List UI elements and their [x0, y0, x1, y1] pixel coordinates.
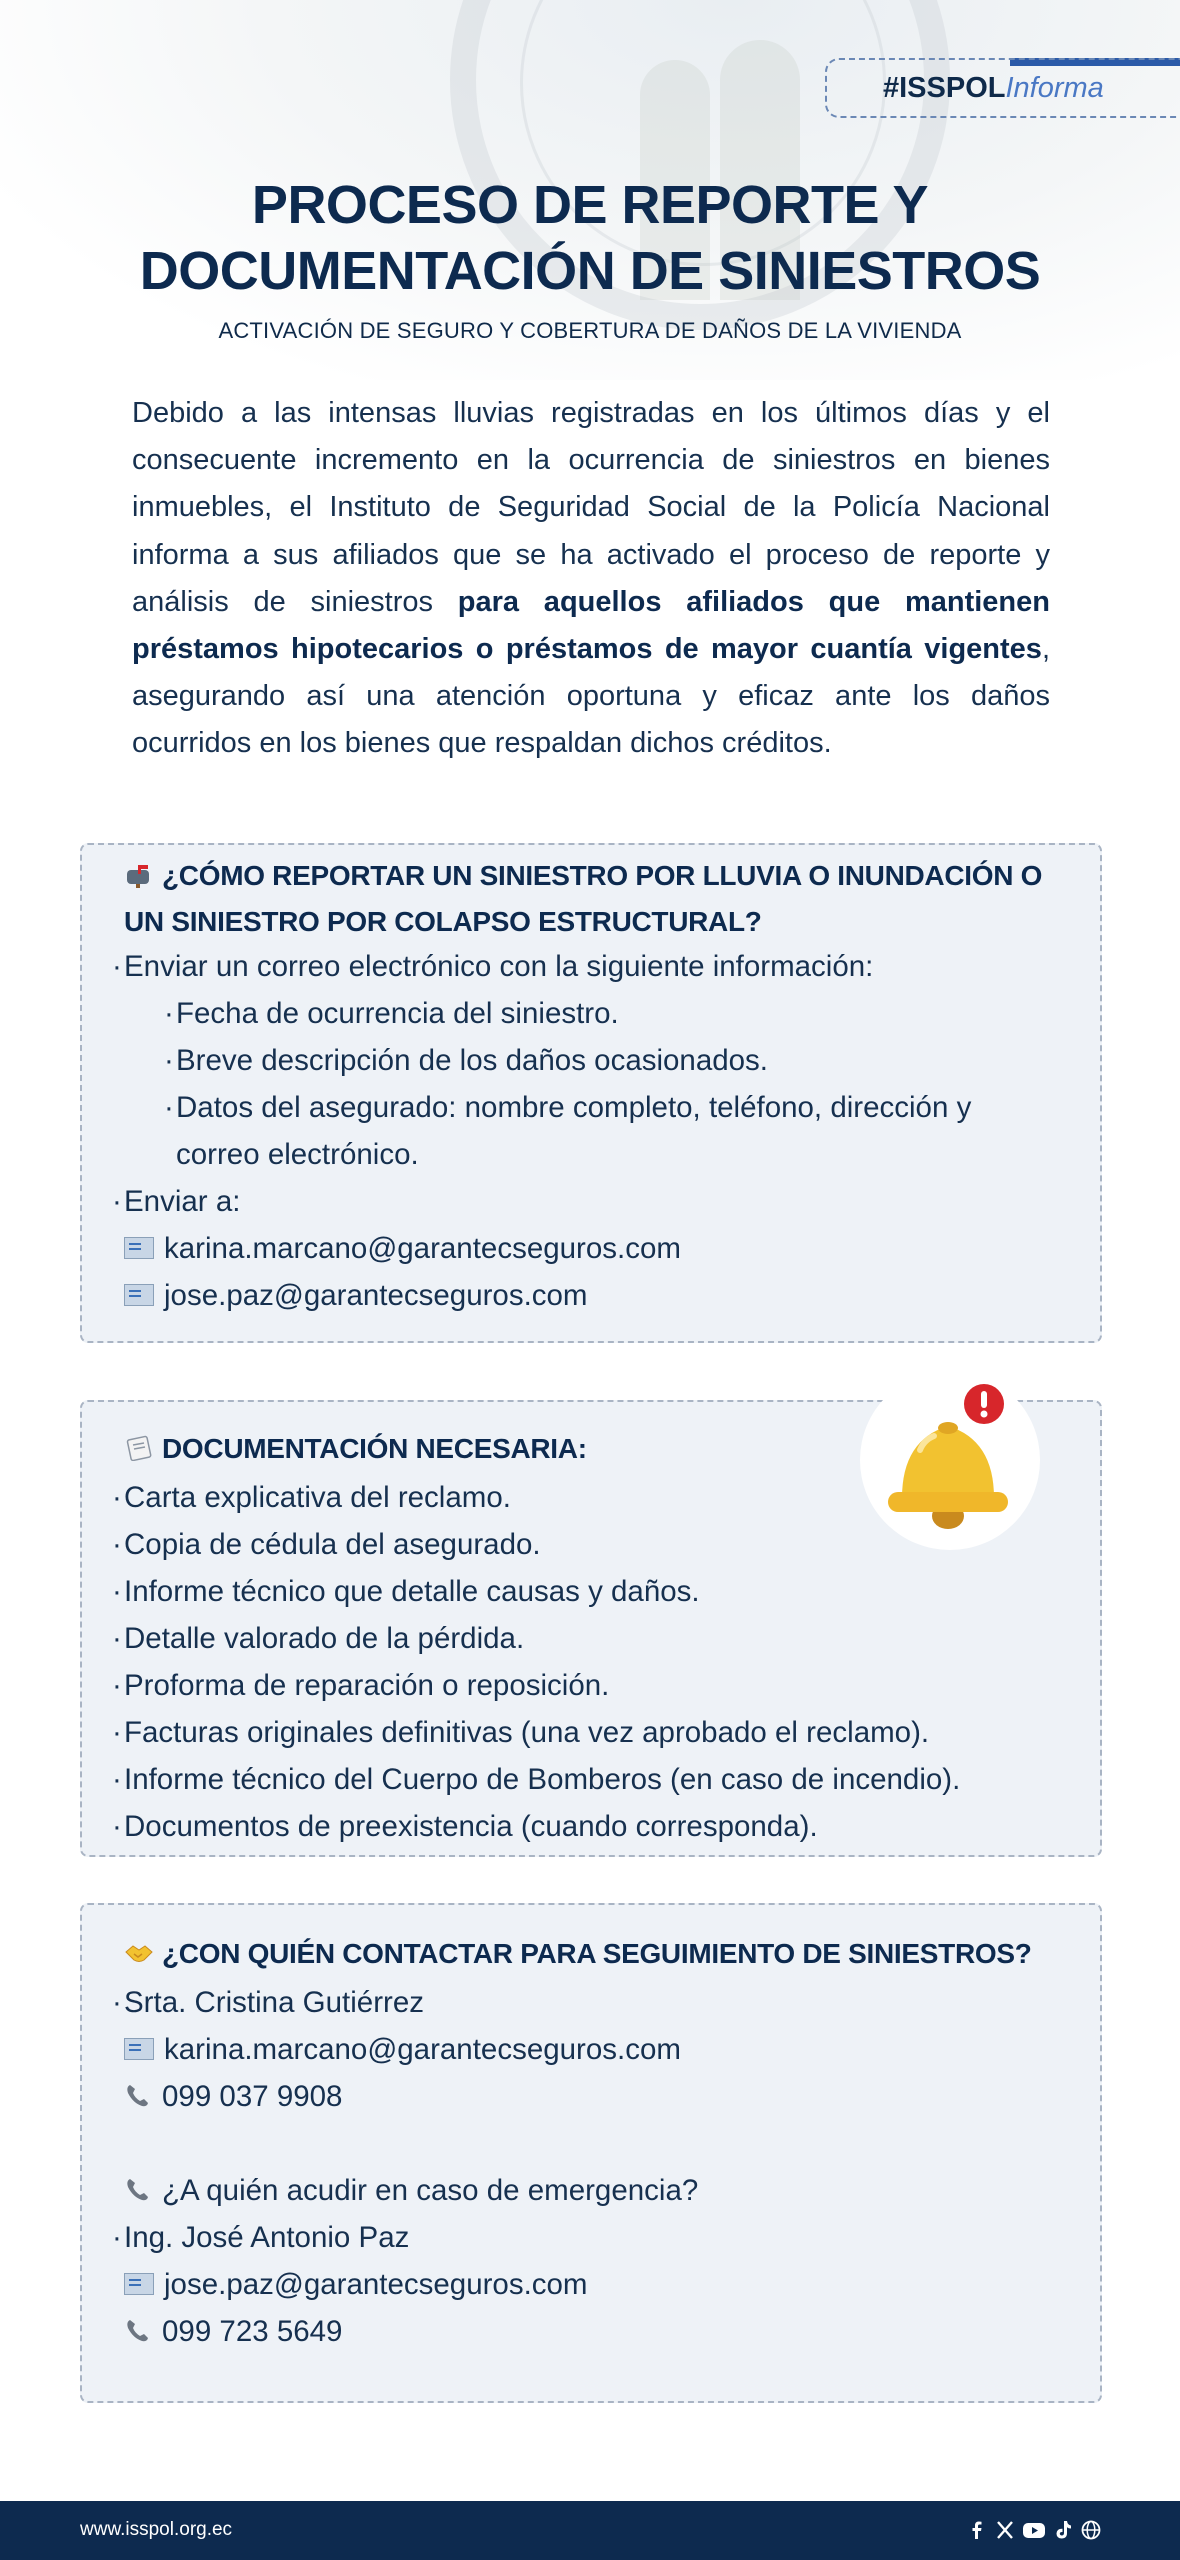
report-send-email: · Enviar un correo electrónico con la siguiente información:: [124, 949, 873, 985]
report-sub-item-3-cont: correo electrónico.: [176, 1138, 419, 1171]
report-sub-item-1: · Fecha de ocurrencia del siniestro.: [176, 996, 619, 1032]
report-heading-line-1: ¿CÓMO REPORTAR UN SINIESTRO POR LLUVIA O INUNDACIÓN O: [162, 860, 1043, 891]
report-email-2-row[interactable]: [124, 1278, 588, 1314]
report-card: [80, 843, 1102, 1343]
contact-email-2[interactable]: jose.paz@garantecseguros.com: [164, 2268, 588, 2301]
contact-phone-2[interactable]: 099 723 5649: [162, 2315, 343, 2348]
youtube-icon[interactable]: [1022, 2519, 1046, 2541]
mailbox-icon: [124, 862, 154, 888]
intro-text-1: Debido a las intensas lluvias registradas en los últimos días y el consecuente incremento en la ocurrencia de siniestros en bienes inmuebles, el Instituto de Seguridad Social de la Policía Nacional informa a sus afiliados que se ha activado el proceso de reporte y análisis de siniestros: [132, 397, 1050, 618]
bell-icon: [860, 1370, 1040, 1550]
footer-bar: [0, 2501, 1180, 2560]
doc-item-4: · Detalle valorado de la pérdida.: [124, 1621, 524, 1657]
tiktok-icon[interactable]: [1052, 2519, 1074, 2541]
phone-icon: [124, 2316, 152, 2344]
phone-icon: [124, 2081, 152, 2109]
doc-item-5: · Proforma de reparación o reposición.: [124, 1668, 609, 1704]
contacts-heading: [124, 1931, 1032, 1977]
page-subtitle: ACTIVACIÓN DE SEGURO Y COBERTURA DE DAÑOS DE LA VIVIENDA: [218, 318, 962, 343]
report-email-1[interactable]: karina.marcano@garantecseguros.com: [164, 1232, 681, 1265]
doc-item-8: · Documentos de preexistencia (cuando corresponda).: [124, 1809, 818, 1845]
emergency-question: ¿A quién acudir en caso de emergencia?: [162, 2174, 699, 2207]
x-icon[interactable]: [994, 2519, 1016, 2541]
email-icon: [124, 2038, 154, 2060]
handshake-icon: [124, 1940, 154, 1966]
website-link[interactable]: www.isspol.org.ec: [80, 2519, 233, 2540]
doc-item-1: · Carta explicativa del reclamo.: [124, 1480, 511, 1516]
bell-badge: [860, 1370, 1040, 1550]
phone-icon: [124, 2175, 152, 2203]
contacts-card: [80, 1903, 1102, 2403]
emergency-question-row: [124, 2173, 698, 2209]
report-email-2[interactable]: jose.paz@garantecseguros.com: [164, 1279, 588, 1312]
report-sub-item-2: · Breve descripción de los daños ocasionados.: [176, 1043, 768, 1079]
social-icons: [966, 2519, 1102, 2541]
facebook-icon[interactable]: [966, 2519, 988, 2541]
report-email-1-row[interactable]: [124, 1231, 681, 1267]
intro-text-2: , asegurando así una atención oportuna y eficaz ante los daños ocurridos en los bienes que respaldan dichos créditos.: [132, 633, 1050, 760]
report-heading-line-2: UN SINIESTRO POR COLAPSO ESTRUCTURAL?: [124, 906, 762, 937]
doc-item-7: · Informe técnico del Cuerpo de Bomberos (en caso de incendio).: [124, 1762, 960, 1798]
email-icon: [124, 1237, 154, 1259]
contact-email-2-row[interactable]: [124, 2267, 588, 2303]
title-line-1: PROCESO DE REPORTE Y: [251, 175, 929, 235]
document-icon: [124, 1435, 154, 1461]
contact-email-1[interactable]: karina.marcano@garantecseguros.com: [164, 2033, 681, 2066]
doc-item-3: · Informe técnico que detalle causas y daños.: [124, 1574, 700, 1610]
title-line-2: DOCUMENTACIÓN DE SINIESTROS: [139, 241, 1041, 301]
page-title: [0, 172, 1180, 304]
contact-phone-1[interactable]: 099 037 9908: [162, 2080, 343, 2113]
contacts-heading-text: ¿CON QUIÉN CONTACTAR PARA SEGUIMIENTO DE SINIESTROS?: [162, 1938, 1032, 1969]
documents-heading-text: DOCUMENTACIÓN NECESARIA:: [162, 1433, 587, 1464]
contact-email-1-row[interactable]: [124, 2032, 681, 2068]
contact-phone-2-row[interactable]: [124, 2314, 342, 2350]
contact-name-1: · Srta. Cristina Gutiérrez: [124, 1985, 424, 2021]
contact-phone-1-row[interactable]: [124, 2079, 342, 2115]
documents-heading: [124, 1426, 587, 1472]
hashtag-badge: [825, 58, 1180, 118]
email-icon: [124, 2273, 154, 2295]
report-send-to: · Enviar a:: [124, 1184, 240, 1220]
intro-text-bold: para aquellos afiliados que mantienen préstamos hipotecarios o préstamos de mayor cuantía vigentes: [132, 585, 1050, 666]
hashtag-informa: Informa: [1005, 71, 1104, 104]
intro-paragraph: [132, 390, 1050, 768]
doc-item-6: · Facturas originales definitivas (una vez aprobado el reclamo).: [124, 1715, 929, 1751]
report-sub-item-3: · Datos del asegurado: nombre completo, teléfono, dirección y: [176, 1090, 971, 1126]
contact-name-2: · Ing. José Antonio Paz: [124, 2220, 409, 2256]
globe-icon[interactable]: [1080, 2519, 1102, 2541]
doc-item-2: · Copia de cédula del asegurado.: [124, 1527, 541, 1563]
report-heading: [124, 853, 1042, 899]
hashtag-isspol: #ISSPOL: [883, 71, 1006, 104]
email-icon: [124, 1284, 154, 1306]
